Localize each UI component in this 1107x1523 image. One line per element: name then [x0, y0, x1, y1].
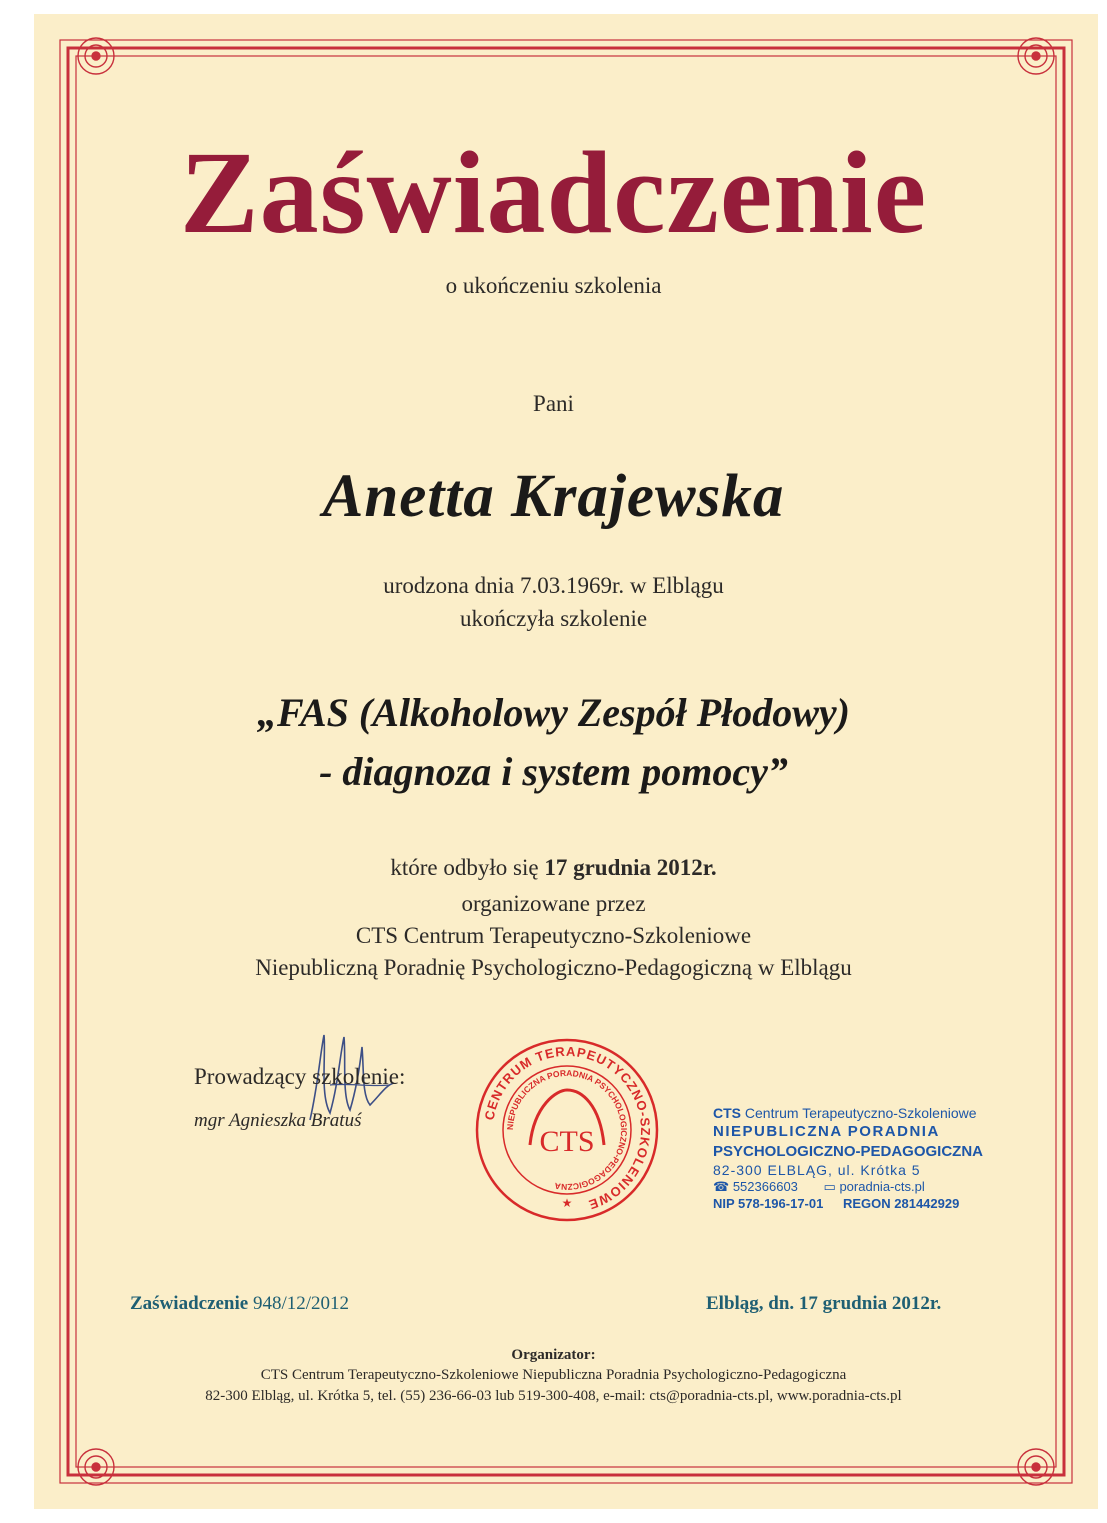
seal-center-text: CTS [539, 1125, 595, 1158]
stamp-line-1 [713, 1104, 1033, 1122]
date-line [0, 855, 1107, 881]
training-date: 17 grudnia 2012r. [544, 855, 717, 880]
salutation: Pani [533, 391, 574, 416]
stamp-abbr: CTS [713, 1105, 741, 1121]
course-title-line-1: „FAS (Alkoholowy Zespół Płodowy) [256, 690, 850, 735]
certificate-number [130, 1293, 349, 1315]
svg-text:★: ★ [561, 1196, 573, 1210]
signature-person: mgr Agnieszka Bratuś [194, 1110, 362, 1131]
phone-fax-icon: ☎ [713, 1179, 730, 1195]
stamp-ids [713, 1196, 1033, 1213]
date-prefix: które odbyło się [390, 855, 539, 880]
stamp-phone: 552366603 [732, 1179, 798, 1195]
footer-line-2: 82-300 Elbląg, ul. Krótka 5, tel. (55) 236-66-03 lub 519-300-408, e-mail: cts@poradnia-cts.pl, www.poradnia-cts.pl [205, 1388, 902, 1404]
signature-label: Prowadzący szkolenie: [194, 1064, 406, 1089]
completed-line: ukończyła szkolenie [459, 606, 648, 631]
stamp-nip: NIP 578-196-17-01 [713, 1196, 824, 1212]
stamp-line-2: NIEPUBLICZNA PORADNIA [713, 1123, 940, 1141]
organizer-line-1: CTS Centrum Terapeutyczno-Szkoleniowe [355, 923, 752, 948]
institution-stamp [713, 1104, 1033, 1213]
stamp-line-3: PSYCHOLOGICZNO-PEDAGOGICZNA [713, 1142, 984, 1160]
web-icon: ▭ [823, 1179, 836, 1195]
round-seal [472, 1035, 662, 1225]
footer-line-1: CTS Centrum Terapeutyczno-Szkoleniowe Niepubliczna Poradnia Psychologiczno-Pedagogiczna [260, 1367, 847, 1383]
organized-by: organizowane przez [461, 891, 646, 916]
seal-inner-text: NIEPUBLICZNA PORADNIA PSYCHOLOGICZNO-PEDAGOGICZNA [504, 1067, 630, 1193]
place-date: Elbląg, dn. 17 grudnia 2012r. [706, 1293, 942, 1314]
seal-ring-text: CENTRUM TERAPEUTYCZNO-SZKOLENIOWE [481, 1043, 654, 1213]
certificate-number-label: Zaświadczenie [130, 1293, 249, 1314]
certificate-title: Zaświadczenie [179, 127, 928, 258]
footer-label: Organizator: [511, 1347, 596, 1363]
stamp-web: poradnia-cts.pl [839, 1179, 925, 1195]
certificate-subtitle: o ukończeniu szkolenia [445, 273, 662, 298]
recipient-name: Anetta Krajewska [322, 463, 785, 530]
organizer-line-2: Niepubliczną Poradnię Psychologiczno-Pedagogiczną w Elblągu [255, 955, 852, 980]
stamp-contact-line [713, 1179, 1033, 1196]
certificate-number-value: 948/12/2012 [252, 1293, 350, 1314]
course-title-line-2: - diagnoza i system pomocy” [319, 749, 788, 794]
stamp-address: 82-300 ELBLĄG, ul. Krótka 5 [713, 1162, 921, 1179]
birth-line: urodzona dnia 7.03.1969r. w Elblągu [383, 573, 724, 598]
stamp-institution: Centrum Terapeutyczno-Szkoleniowe [744, 1105, 977, 1121]
stamp-regon: REGON 281442929 [842, 1196, 960, 1212]
